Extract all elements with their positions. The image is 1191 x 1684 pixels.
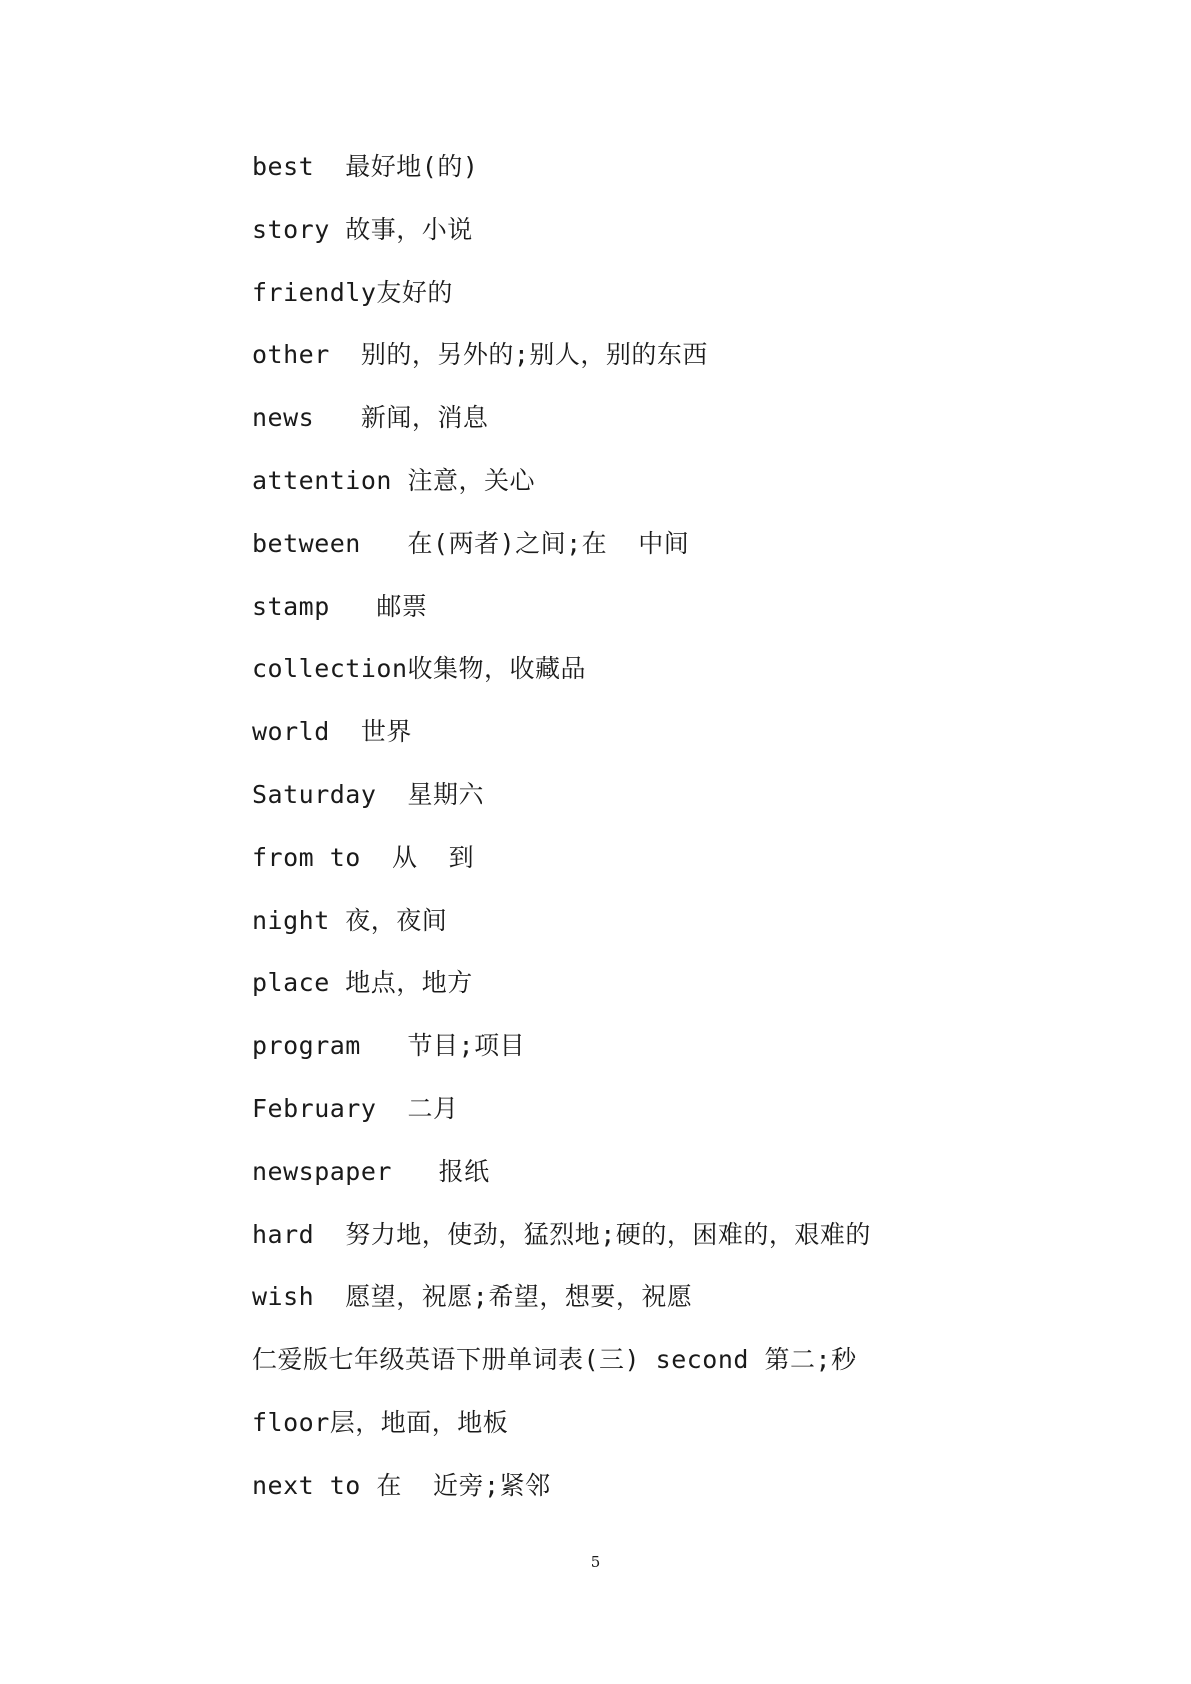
vocab-entry-world: world 世界 xyxy=(252,717,412,747)
vocab-entry-program: program 节目;项目 xyxy=(252,1031,526,1061)
vocab-entry-best: best 最好地(的) xyxy=(252,152,479,181)
vocab-entry-news: news 新闻，消息 xyxy=(252,403,489,433)
vocab-entry-newspaper: newspaper 报纸 xyxy=(252,1156,490,1186)
vocab-entry-collection: collection收集物，收藏品 xyxy=(252,654,587,684)
vocab-entry-wish: wish 愿望，祝愿;希望，想要，祝愿 xyxy=(252,1282,693,1312)
vocab-entry-saturday: Saturday 星期六 xyxy=(252,779,485,809)
vocab-entry-from-to: from to 从 到 xyxy=(252,842,475,872)
section-heading-and-second: 仁爱版七年级英语下册单词表(三) second 第二;秒 xyxy=(252,1345,857,1375)
vocabulary-list xyxy=(252,147,871,1529)
vocab-entry-place: place 地点，地方 xyxy=(252,968,473,998)
vocab-entry-stamp: stamp 邮票 xyxy=(252,591,428,621)
vocab-entry-attention: attention 注意，关心 xyxy=(252,465,536,495)
vocab-entry-other: other 别的，另外的;别人，别的东西 xyxy=(252,340,708,370)
vocab-entry-hard: hard 努力地，使劲，猛烈地;硬的，困难的，艰难的 xyxy=(252,1219,871,1249)
vocab-entry-february: February 二月 xyxy=(252,1093,459,1123)
vocab-entry-night: night 夜，夜间 xyxy=(252,905,448,935)
vocab-entry-between: between 在(两者)之间;在 中间 xyxy=(252,528,690,558)
vocab-entry-friendly: friendly友好的 xyxy=(252,277,453,307)
vocab-entry-story: story 故事，小说 xyxy=(252,214,473,244)
page-number: 5 xyxy=(590,1553,601,1571)
vocab-entry-floor: floor层，地面，地板 xyxy=(252,1407,509,1437)
vocab-entry-next-to: next to 在 近旁;紧邻 xyxy=(252,1470,551,1500)
